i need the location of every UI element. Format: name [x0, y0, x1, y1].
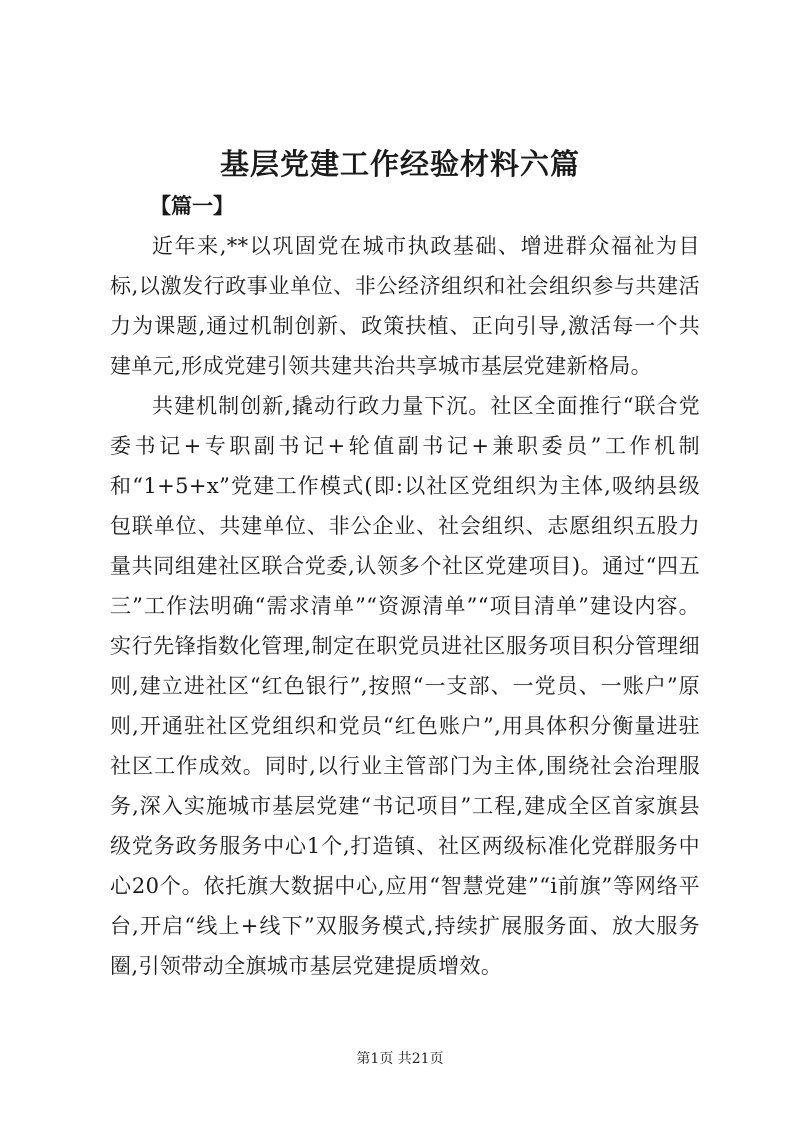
body-paragraph: 近年来,**以巩固党在城市执政基础、增进群众福祉为目标,以激发行政事业单位、非公经济组织和社会组织参与共建活力为课题,通过机制创新、政策扶植、正向引导,激活每一个共建单元,形成党建引领共建共治共享城市基层党建新格局。: [110, 234, 700, 378]
body-paragraph: 共建机制创新,撬动行政力量下沉。社区全面推行“联合党委书记+专职副书记+轮值副书记+兼职委员”工作机制和“1+5+x”党建工作模式(即:以社区党组织为主体,吸纳县级包联单位、共建单位、非公企业、社会组织、志愿组织五股力量共同组建社区联合党委,认领多个社区党建项目)。通过“四五三”工作法明确“需求清单”“资源清单”“项目清单”建设内容。实行先锋指数化管理,制定在职党员进社区服务项目积分管理细则,建立进社区“红色银行”,按照“一支部、一党员、一账户”原则,开通驻社区党组织和党员“红色账户”,用具体积分衡量进驻社区工作成效。同时,以行业主管部门为主体,围绕社会治理服务,深入实施城市基层党建“书记项目”工程,建成全区首家旗县级党务政务服务中心1个,打造镇、社区两级标准化党群服务中心20个。依托旗大数据中心,应用“智慧党建”“i前旗”等网络平台,开启“线上+线下”双服务模式,持续扩展服务面、放大服务圈,引领带动全旗城市基层党建提质增效。: [110, 394, 700, 978]
document-body: [110, 226, 700, 986]
document-title: 基层党建工作经验材料六篇: [219, 147, 580, 181]
page-footer: 第1页 共21页: [356, 1051, 444, 1067]
section-label: 【篇一】: [150, 193, 234, 218]
